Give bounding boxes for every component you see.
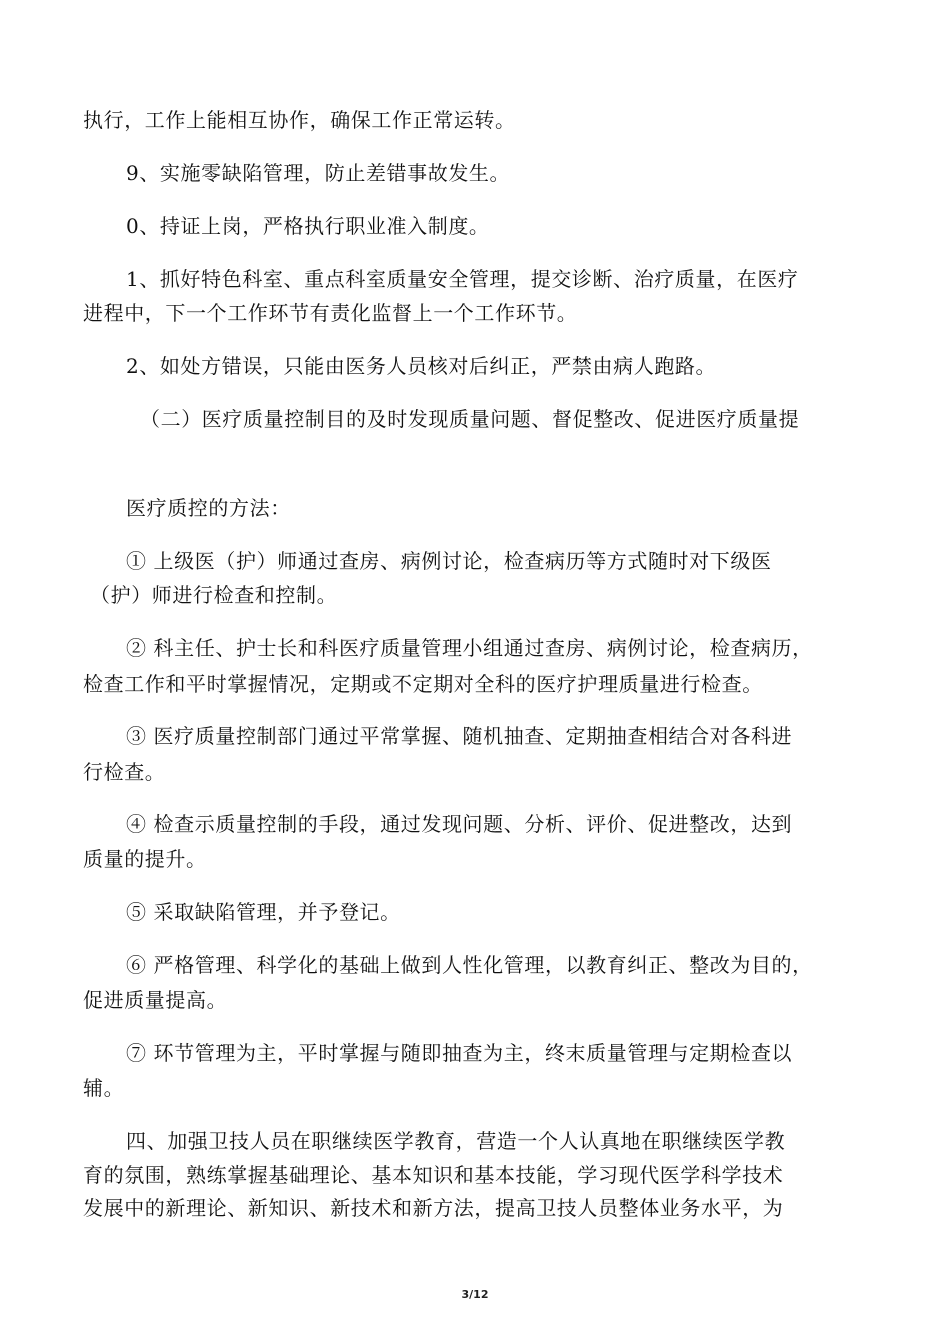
text-line: （护）师进行检查和控制。: [90, 583, 338, 607]
text-line: 行检查。: [83, 760, 166, 784]
text-line: 发展中的新理论、新知识、新技术和新方法，提高卫技人员整体业务水平，为: [83, 1196, 784, 1220]
text-line: 进程中，下一个工作环节有责化监督上一个工作环节。: [83, 301, 578, 325]
text-line: 育的氛围，熟练掌握基础理论、基本知识和基本技能，学习现代医学科学技术: [83, 1163, 784, 1187]
text-line: 促进质量提高。: [83, 988, 228, 1012]
list-item: ⑥ 严格管理、科学化的基础上做到人性化管理，以教育纠正、整改为目的，: [126, 953, 813, 977]
text-line: 9、实施零缺陷管理，防止差错事故发生。: [126, 161, 511, 185]
list-item: ⑤ 采取缺陷管理，并予登记。: [126, 900, 401, 924]
text-line: 检查工作和平时掌握情况，定期或不定期对全科的医疗护理质量进行检查。: [83, 672, 763, 696]
list-item: ⑦ 环节管理为主，平时掌握与随即抽查为主，终末质量管理与定期检查以: [126, 1041, 793, 1065]
list-item: ③ 医疗质量控制部门通过平常掌握、随机抽查、定期抽查相结合对各科进: [126, 724, 793, 748]
section-heading: 四、加强卫技人员在职继续医学教育，营造一个人认真地在职继续医学教: [126, 1129, 786, 1153]
text-line: 质量的提升。: [83, 847, 207, 871]
text-line: 辅。: [83, 1076, 125, 1100]
text-line: 医疗质控的方法：: [126, 496, 291, 520]
text-line: 1、抓好特色科室、重点科室质量安全管理，提交诊断、治疗质量，在医疗: [126, 267, 799, 291]
text-line: 0、持证上岗，严格执行职业准入制度。: [126, 214, 490, 238]
list-item: ① 上级医（护）师通过查房、病例讨论，检查病历等方式随时对下级医: [126, 549, 772, 573]
section-heading: （二）医疗质量控制目的及时发现质量问题、督促整改、促进医疗质量提: [140, 407, 800, 431]
text-line: 执行，工作上能相互协作，确保工作正常运转。: [83, 108, 516, 132]
text-line: 2、如处方错误，只能由医务人员核对后纠正，严禁由病人跑路。: [126, 354, 717, 378]
page-number: 3/12: [461, 1288, 489, 1301]
list-item: ④ 检查示质量控制的手段，通过发现问题、分析、评价、促进整改，达到: [126, 812, 793, 836]
list-item: ② 科主任、护士长和科医疗质量管理小组通过查房、病例讨论，检查病历，: [126, 636, 813, 660]
